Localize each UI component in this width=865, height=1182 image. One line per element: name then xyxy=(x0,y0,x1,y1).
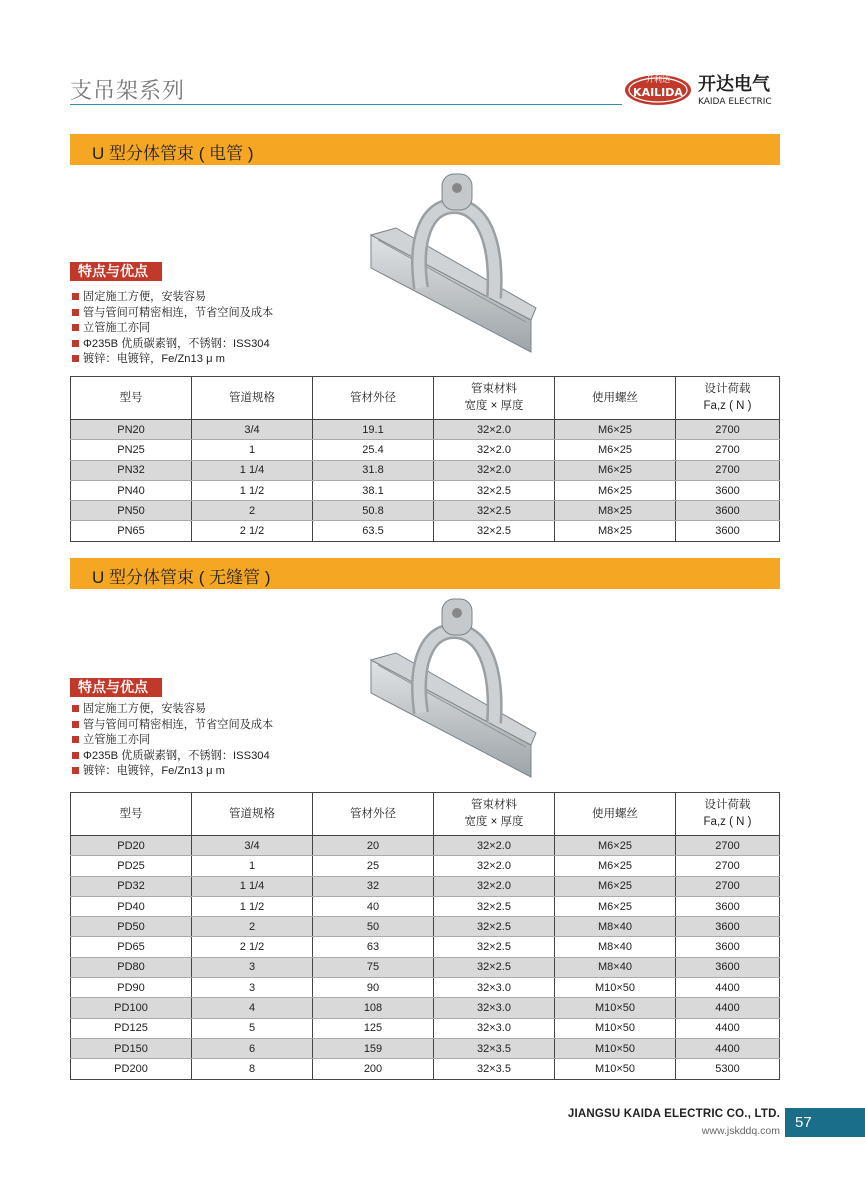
table-cell: 125 xyxy=(313,1018,434,1038)
table-cell: M6×25 xyxy=(555,836,676,856)
table-cell: 32×2.0 xyxy=(434,836,555,856)
table-cell: PN20 xyxy=(71,420,192,440)
table-cell: 2 1/2 xyxy=(192,521,313,541)
page-number-box xyxy=(785,1108,865,1137)
feature-item: 立管施工亦同 xyxy=(72,733,273,749)
kaida-logo xyxy=(624,68,784,112)
table-cell: 3600 xyxy=(676,521,780,541)
feature-item: 镀锌：电镀锌，Fe/Zn13 μ m xyxy=(72,352,273,368)
table-cell: 32×2.5 xyxy=(434,957,555,977)
table-row xyxy=(71,1018,780,1038)
header-bolt: 使用螺丝 xyxy=(555,793,676,836)
table-header-row xyxy=(71,793,780,836)
table-cell: 32×2.5 xyxy=(434,896,555,916)
table-cell: M6×25 xyxy=(555,460,676,480)
table-cell: 8 xyxy=(192,1059,313,1079)
table-cell: M8×40 xyxy=(555,917,676,937)
logo-en-text: KAILIDA xyxy=(633,86,683,99)
table-cell: PN32 xyxy=(71,460,192,480)
table-cell: 20 xyxy=(313,836,434,856)
table-row xyxy=(71,978,780,998)
footer-url[interactable]: www.jskddq.com xyxy=(701,1125,780,1137)
table-cell: 63.5 xyxy=(313,521,434,541)
table-cell: PD25 xyxy=(71,856,192,876)
table-row xyxy=(71,420,780,440)
brand-en: KAIDA ELECTRIC xyxy=(698,97,772,107)
table-cell: PD200 xyxy=(71,1059,192,1079)
table-row xyxy=(71,856,780,876)
brand-cn: 开达电气 xyxy=(698,74,770,95)
table-cell: PD100 xyxy=(71,998,192,1018)
table-cell: M6×25 xyxy=(555,420,676,440)
table-cell: 1 1/2 xyxy=(192,480,313,500)
table-cell: PD65 xyxy=(71,937,192,957)
features-tag: 特点与优点 xyxy=(70,262,162,281)
table-cell: M8×25 xyxy=(555,501,676,521)
table-cell: 6 xyxy=(192,1038,313,1058)
table-cell: PN65 xyxy=(71,521,192,541)
table-cell: 3600 xyxy=(676,480,780,500)
table-cell: 2700 xyxy=(676,856,780,876)
header-pipe-size: 管道规格 xyxy=(192,377,313,420)
section-title: U 型分体管束 ( 无缝管 ) xyxy=(92,568,271,587)
table-cell: 38.1 xyxy=(313,480,434,500)
table-cell: 25.4 xyxy=(313,440,434,460)
footer-company: JIANGSU KAIDA ELECTRIC CO., LTD. xyxy=(567,1108,780,1120)
table-cell: 3600 xyxy=(676,957,780,977)
header-outer-diameter: 管材外径 xyxy=(313,377,434,420)
table-cell: M6×25 xyxy=(555,896,676,916)
table-cell: PD80 xyxy=(71,957,192,977)
table-cell: 3/4 xyxy=(192,836,313,856)
table-cell: PD50 xyxy=(71,917,192,937)
feature-item: 镀锌：电镀锌，Fe/Zn13 μ m xyxy=(72,764,273,780)
header-material: 管束材料 宽度 × 厚度 xyxy=(434,377,555,420)
spec-table-pn xyxy=(70,376,780,542)
table-row xyxy=(71,440,780,460)
table-cell: 2700 xyxy=(676,460,780,480)
table-cell: PN50 xyxy=(71,501,192,521)
section-title: U 型分体管束 ( 电管 ) xyxy=(92,144,254,163)
table-cell: 3 xyxy=(192,978,313,998)
table-cell: 2 xyxy=(192,501,313,521)
table-cell: PN25 xyxy=(71,440,192,460)
table-cell: PD40 xyxy=(71,896,192,916)
table-cell: 2700 xyxy=(676,440,780,460)
table-cell: 2700 xyxy=(676,420,780,440)
table-cell: 32×2.5 xyxy=(434,521,555,541)
table-row xyxy=(71,917,780,937)
table-cell: 40 xyxy=(313,896,434,916)
page-title: 支吊架系列 xyxy=(70,78,186,103)
table-cell: M8×25 xyxy=(555,521,676,541)
table-cell: 32×2.0 xyxy=(434,876,555,896)
table-cell: 50 xyxy=(313,917,434,937)
table-cell: 32×2.0 xyxy=(434,460,555,480)
table-cell: M6×25 xyxy=(555,876,676,896)
table-cell: 4400 xyxy=(676,998,780,1018)
table-cell: 25 xyxy=(313,856,434,876)
table-header-row xyxy=(71,377,780,420)
table-cell: M6×25 xyxy=(555,856,676,876)
table-cell: 90 xyxy=(313,978,434,998)
table-cell: 32×3.5 xyxy=(434,1059,555,1079)
table-cell: 2700 xyxy=(676,836,780,856)
header-load: 设计荷载 Fa,z ( N ) xyxy=(676,377,780,420)
table-cell: 1 1/4 xyxy=(192,876,313,896)
feature-item: 固定施工方便，安装容易 xyxy=(72,290,273,306)
header-outer-diameter: 管材外径 xyxy=(313,793,434,836)
table-cell: 3/4 xyxy=(192,420,313,440)
table-cell: 4400 xyxy=(676,1018,780,1038)
header-model: 型号 xyxy=(71,793,192,836)
table-cell: 32×3.5 xyxy=(434,1038,555,1058)
u-clamp-product-image xyxy=(366,595,541,780)
table-row xyxy=(71,1059,780,1079)
table-cell: M10×50 xyxy=(555,978,676,998)
table-row xyxy=(71,501,780,521)
table-cell: M10×50 xyxy=(555,1018,676,1038)
table-row xyxy=(71,998,780,1018)
u-clamp-product-image xyxy=(366,170,541,355)
features-tag: 特点与优点 xyxy=(70,678,162,697)
table-cell: M8×40 xyxy=(555,937,676,957)
table-cell: M8×40 xyxy=(555,957,676,977)
features-list xyxy=(72,290,273,368)
table-cell: 31.8 xyxy=(313,460,434,480)
table-cell: 32×2.5 xyxy=(434,937,555,957)
table-cell: 19.1 xyxy=(313,420,434,440)
feature-item: 管与管间可精密相连，节省空间及成本 xyxy=(72,306,273,322)
feature-item: Φ235B 优质碳素钢，不锈钢：ISS304 xyxy=(72,749,273,765)
table-cell: 32×2.5 xyxy=(434,917,555,937)
table-cell: 32×2.0 xyxy=(434,440,555,460)
table-cell: 32×2.5 xyxy=(434,501,555,521)
table-cell: PD125 xyxy=(71,1018,192,1038)
table-cell: 75 xyxy=(313,957,434,977)
table-cell: 1 1/4 xyxy=(192,460,313,480)
table-cell: 2 xyxy=(192,917,313,937)
table-cell: 3600 xyxy=(676,937,780,957)
table-cell: PN40 xyxy=(71,480,192,500)
table-cell: 1 xyxy=(192,856,313,876)
table-cell: 32×3.0 xyxy=(434,978,555,998)
header-pipe-size: 管道规格 xyxy=(192,793,313,836)
features-list xyxy=(72,702,273,780)
table-cell: 50.8 xyxy=(313,501,434,521)
table-cell: M6×25 xyxy=(555,440,676,460)
table-row xyxy=(71,521,780,541)
table-cell: 4400 xyxy=(676,978,780,998)
table-cell: 5 xyxy=(192,1018,313,1038)
table-cell: M10×50 xyxy=(555,1059,676,1079)
table-cell: 4400 xyxy=(676,1038,780,1058)
table-cell: 159 xyxy=(313,1038,434,1058)
table-row xyxy=(71,937,780,957)
table-row xyxy=(71,876,780,896)
table-cell: PD20 xyxy=(71,836,192,856)
table-cell: 2700 xyxy=(676,876,780,896)
table-cell: 200 xyxy=(313,1059,434,1079)
section-bar xyxy=(70,134,780,165)
table-cell: M10×50 xyxy=(555,998,676,1018)
table-cell: M6×25 xyxy=(555,480,676,500)
table-cell: 5300 xyxy=(676,1059,780,1079)
table-cell: 63 xyxy=(313,937,434,957)
table-cell: 32×2.5 xyxy=(434,480,555,500)
table-cell: M10×50 xyxy=(555,1038,676,1058)
table-cell: 1 xyxy=(192,440,313,460)
header-model: 型号 xyxy=(71,377,192,420)
table-cell: 32 xyxy=(313,876,434,896)
header-bolt: 使用螺丝 xyxy=(555,377,676,420)
feature-item: 固定施工方便，安装容易 xyxy=(72,702,273,718)
spec-table-pd xyxy=(70,792,780,1080)
table-cell: 3600 xyxy=(676,896,780,916)
table-row xyxy=(71,957,780,977)
section-bar xyxy=(70,558,780,589)
table-cell: 2 1/2 xyxy=(192,937,313,957)
table-cell: 3600 xyxy=(676,917,780,937)
header-load: 设计荷载 Fa,z ( N ) xyxy=(676,793,780,836)
feature-item: 立管施工亦同 xyxy=(72,321,273,337)
page-number: 57 xyxy=(795,1114,812,1131)
table-cell: 3600 xyxy=(676,501,780,521)
table-row xyxy=(71,836,780,856)
table-row xyxy=(71,896,780,916)
table-cell: 4 xyxy=(192,998,313,1018)
feature-item: Φ235B 优质碳素钢，不锈钢：ISS304 xyxy=(72,337,273,353)
table-cell: PD90 xyxy=(71,978,192,998)
table-cell: 32×2.0 xyxy=(434,420,555,440)
table-cell: 1 1/2 xyxy=(192,896,313,916)
table-cell: 3 xyxy=(192,957,313,977)
table-cell: PD150 xyxy=(71,1038,192,1058)
table-cell: 32×3.0 xyxy=(434,1018,555,1038)
logo-cn-text: 开利达 xyxy=(646,75,670,84)
title-divider xyxy=(70,104,622,105)
header-material: 管束材料 宽度 × 厚度 xyxy=(434,793,555,836)
table-cell: 108 xyxy=(313,998,434,1018)
table-cell: PD32 xyxy=(71,876,192,896)
table-row xyxy=(71,1038,780,1058)
feature-item: 管与管间可精密相连，节省空间及成本 xyxy=(72,718,273,734)
table-row xyxy=(71,460,780,480)
table-row xyxy=(71,480,780,500)
table-cell: 32×3.0 xyxy=(434,998,555,1018)
table-cell: 32×2.0 xyxy=(434,856,555,876)
